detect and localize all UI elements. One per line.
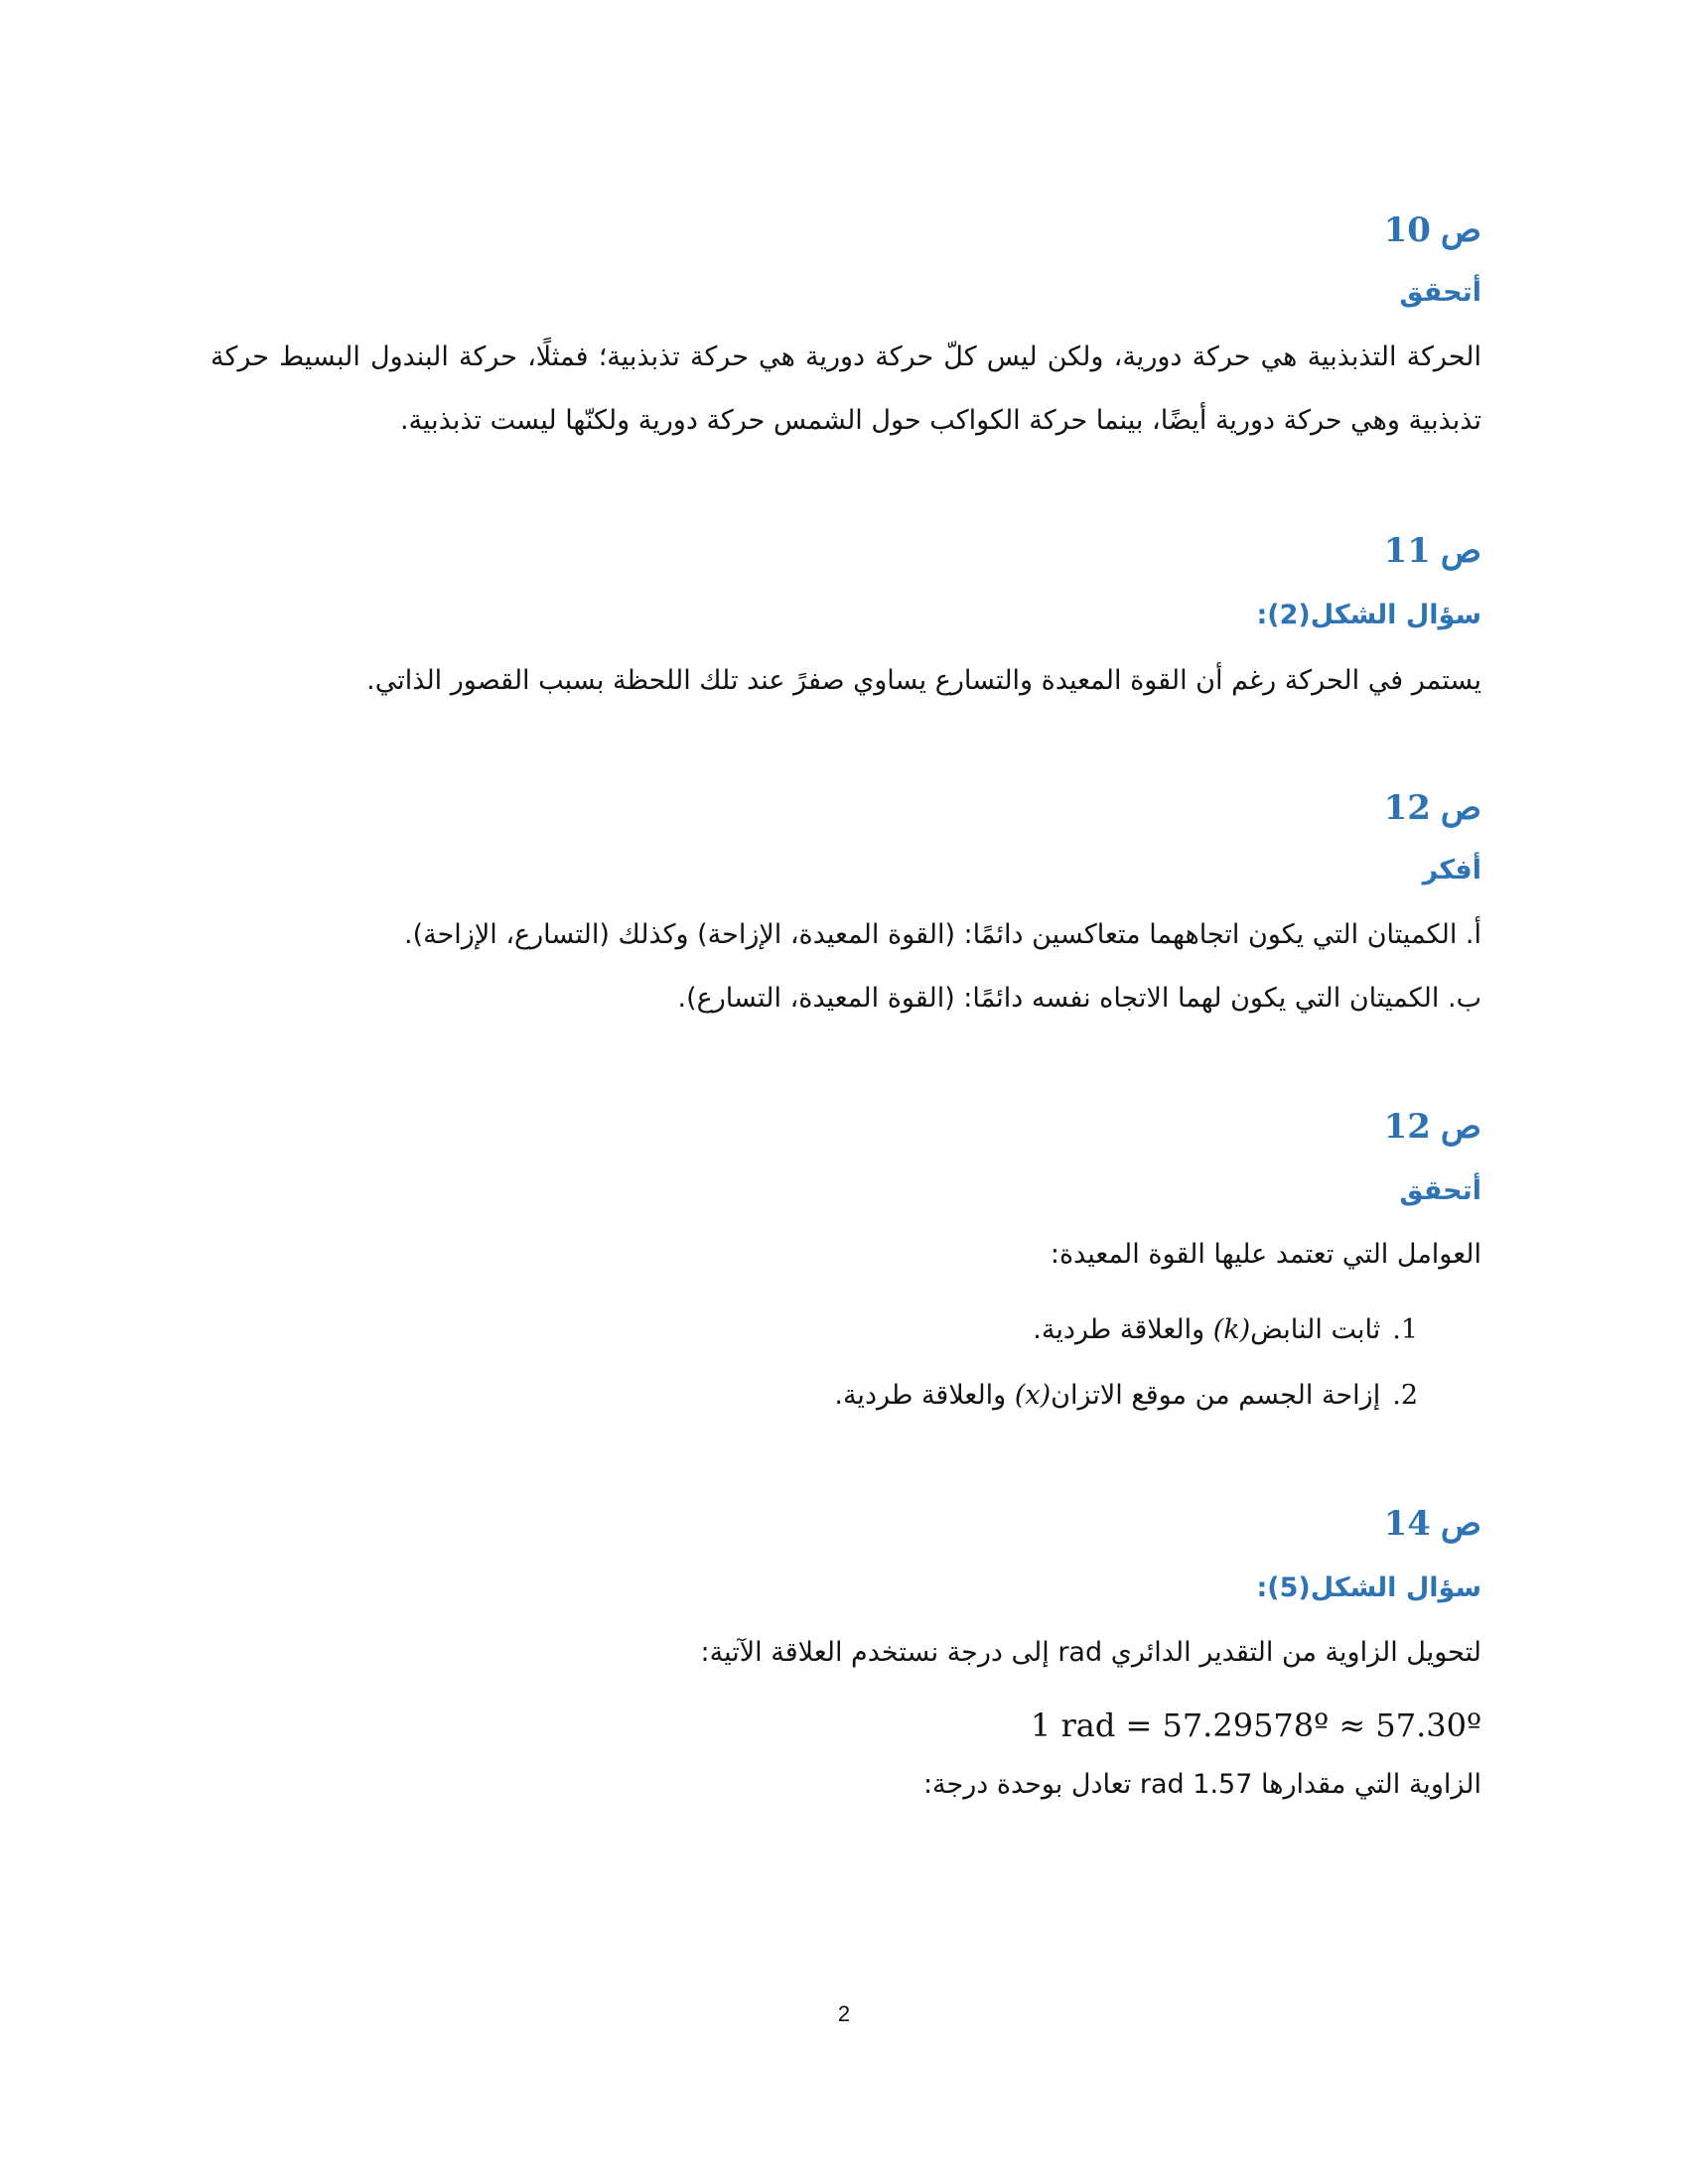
- page-ref-number: 12: [1383, 788, 1431, 828]
- list-text: والعلاقة طردية.: [1033, 1314, 1213, 1345]
- factors-intro: العوامل التي تعتمد عليها القوة المعيدة:: [1050, 1239, 1481, 1270]
- list-text: والعلاقة طردية.: [834, 1380, 1015, 1411]
- spring-constant-symbol: (k): [1212, 1314, 1251, 1345]
- subheading-verify: أتحقق: [1399, 277, 1481, 308]
- list-item: [834, 1382, 1418, 1409]
- answer-line-b: ب. الكميتان التي يكون لهما الاتجاه نفسه دائمًا: (القوة المعيدة، التسارع).: [677, 983, 1481, 1014]
- page-ref-number: 14: [1383, 1504, 1431, 1544]
- subheading-figure-5-question: سؤال الشكل(5):: [1256, 1572, 1481, 1603]
- figure-2-answer: يستمر في الحركة رغم أن القوة المعيدة والتسارع يساوي صفرً عند تلك اللحظة بسبب القصور الذاتي.: [366, 665, 1481, 696]
- section-heading-p12-verify: [211, 1107, 1481, 1147]
- subheading-verify: أتحقق: [1399, 1175, 1481, 1206]
- section-heading-p14: [211, 1504, 1481, 1544]
- displacement-symbol: (x): [1014, 1380, 1052, 1411]
- page-ref-number: 10: [1383, 210, 1431, 250]
- subheading-figure-2-question: سؤال الشكل(2):: [1256, 600, 1481, 630]
- list-text: إزاحة الجسم من موقع الاتزان: [1051, 1380, 1381, 1411]
- conversion-intro: لتحويل الزاوية من التقدير الدائري rad إلى درجة نستخدم العلاقة الآتية:: [700, 1637, 1481, 1668]
- page-label: ص: [1440, 1107, 1481, 1147]
- page-ref-number: 11: [1383, 531, 1431, 571]
- page-label: ص: [1440, 1504, 1481, 1544]
- list-item: [1033, 1316, 1418, 1343]
- conversion-question: الزاوية التي مقدارها 1.57 rad تعادل بوحدة درجة:: [922, 1769, 1481, 1800]
- page-label: ص: [1440, 531, 1481, 571]
- list-text: ثابت النابض: [1250, 1314, 1381, 1345]
- conversion-equation: 1 rad = 57.29578º ≈ 57.30º: [1030, 1706, 1481, 1744]
- answer-line-a: أ. الكميتان التي يكون اتجاههما متعاكسين دائمًا: (القوة المعيدة، الإزاحة) وكذلك (التسارع، الإزاحة).: [404, 919, 1481, 950]
- page-ref-number: 12: [1383, 1107, 1431, 1147]
- page-number: 2: [837, 2001, 851, 2026]
- list-number: 1.: [1392, 1314, 1418, 1345]
- list-number: 2.: [1392, 1380, 1418, 1411]
- section-heading-p11: [211, 531, 1481, 571]
- page-label: ص: [1440, 210, 1481, 250]
- page-label: ص: [1440, 788, 1481, 828]
- subheading-think: أفكر: [1422, 855, 1481, 886]
- section-heading-p12-think: [211, 788, 1481, 828]
- oscillation-paragraph: الحركة التذبذبية هي حركة دورية، ولكن ليس كلّ حركة دورية هي حركة تذبذبية؛ فمثلًا، حركة البندول البسيط حركة تذبذبية وهي حركة دورية أيضًا، بينما حركة الكواكب حول الشمس حركة دورية ولكنّها ليست تذبذبية.: [211, 341, 1481, 436]
- section-heading-p10: [211, 210, 1481, 250]
